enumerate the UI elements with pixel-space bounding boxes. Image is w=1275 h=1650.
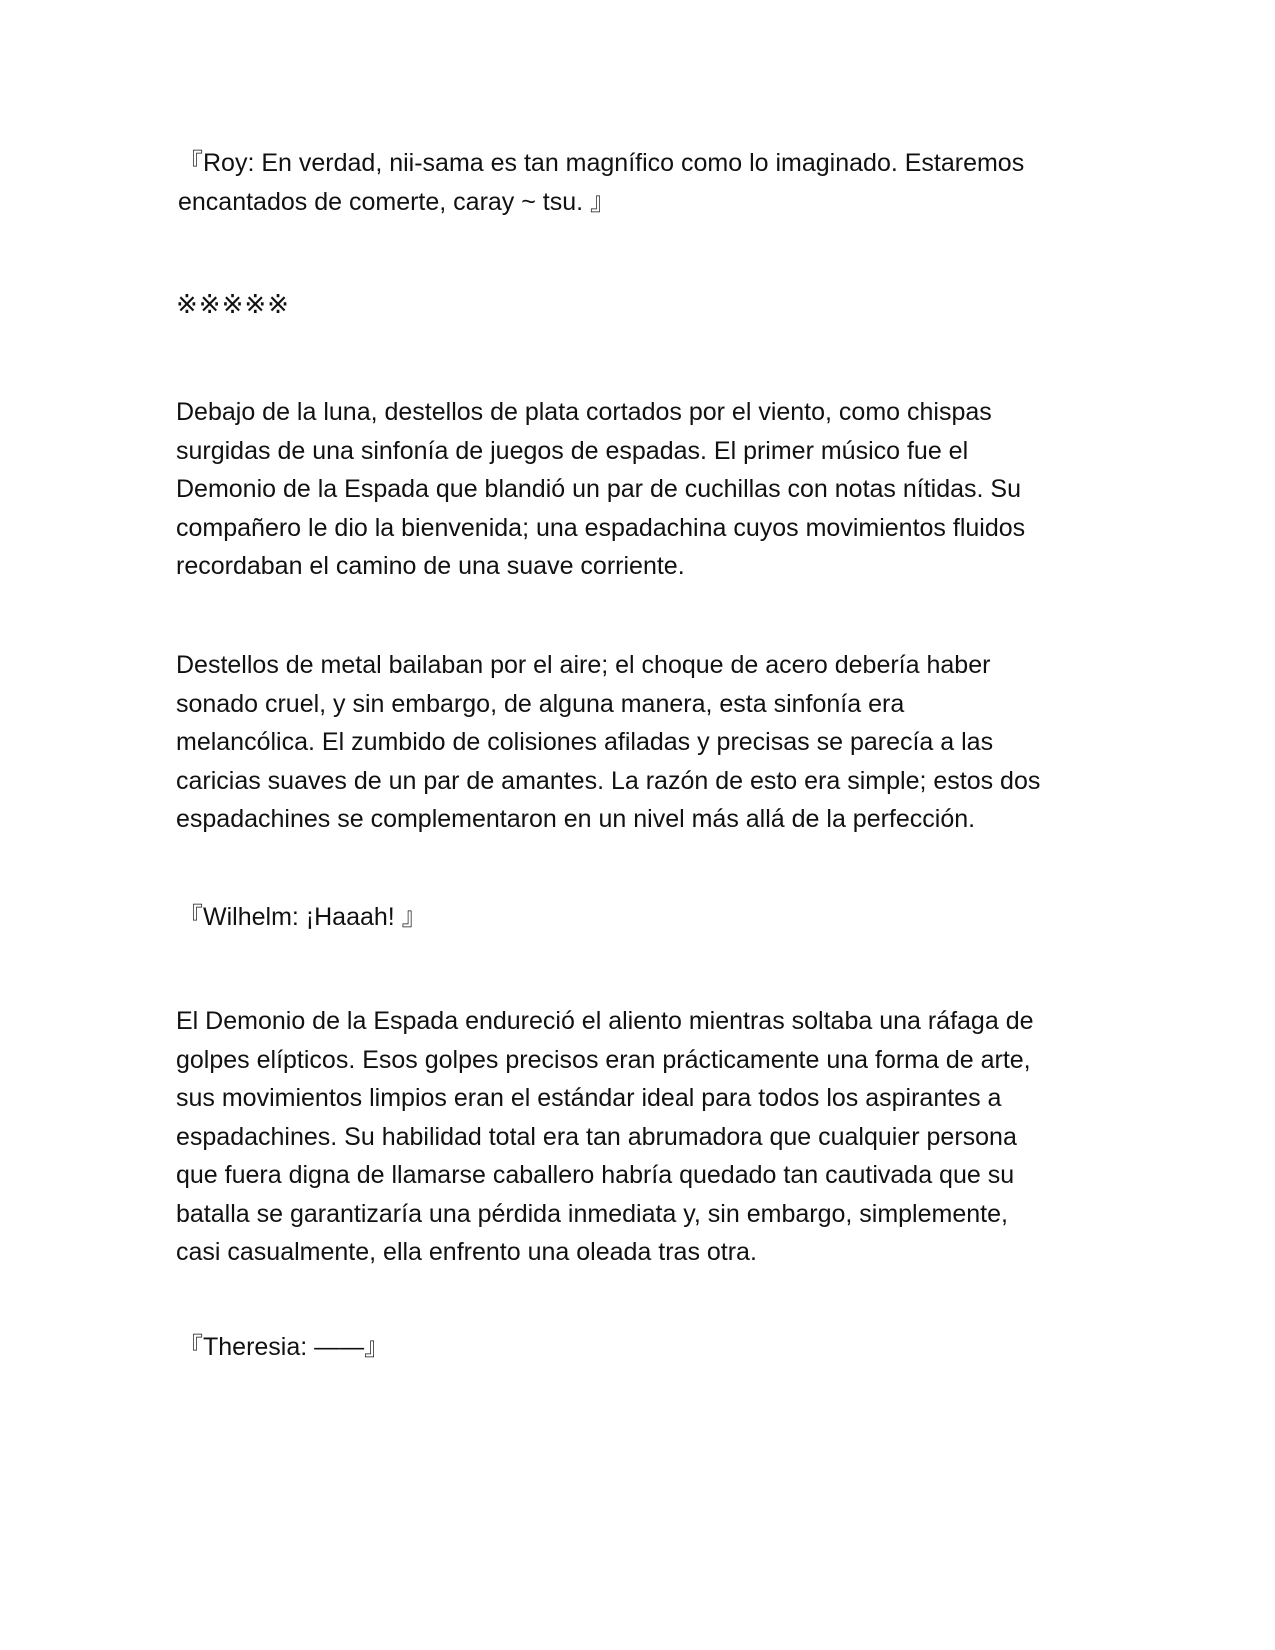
dialogue-wilhelm	[178, 898, 1098, 937]
dialogue-roy	[178, 144, 1098, 221]
text-line: 『Roy: En verdad, nii-sama es tan magnífico como lo imaginado. Estaremos	[178, 149, 1025, 177]
text-line: Demonio de la Espada que blandió un par de cuchillas con notas nítidas. Su	[176, 475, 1022, 503]
text-line: casi casualmente, ella enfrento una oleada tras otra.	[176, 1238, 757, 1266]
text-line: melancólica. El zumbido de colisiones afiladas y precisas se parecía a las	[176, 728, 994, 756]
text-line: 『Theresia: ——』	[178, 1333, 390, 1361]
text-line: El Demonio de la Espada endureció el aliento mientras soltaba una ráfaga de	[176, 1007, 1034, 1035]
text-line: 『Wilhelm: ¡Haaah! 』	[178, 903, 427, 931]
text-line: recordaban el camino de una suave corriente.	[176, 552, 685, 580]
text-line: batalla se garantizaría una pérdida inmediata y, sin embargo, simplemente,	[176, 1199, 1008, 1228]
text-line: surgidas de una sinfonía de juegos de espadas. El primer músico fue el	[176, 436, 969, 465]
text-line: espadachines. Su habilidad total era tan abrumadora que cualquier persona	[176, 1122, 1017, 1151]
text-line: sus movimientos limpios eran el estándar ideal para todos los aspirantes a	[176, 1084, 1002, 1112]
scene-separator	[176, 286, 1096, 325]
text-line: Destellos de metal bailaban por el aire; el choque de acero debería haber	[176, 651, 991, 679]
text-line: Debajo de la luna, destellos de plata cortados por el viento, como chispas	[176, 398, 992, 426]
text-line: que fuera digna de llamarse caballero habría quedado tan cautivada que su	[176, 1161, 1015, 1189]
text-line: sonado cruel, y sin embargo, de alguna manera, esta sinfonía era	[176, 689, 905, 718]
separator-marks: ※※※※※	[176, 290, 290, 320]
text-line: caricias suaves de un par de amantes. La razón de esto era simple; estos dos	[176, 766, 1041, 795]
paragraph-sword-demon	[176, 1002, 1096, 1272]
paragraph-moonlight	[176, 393, 1096, 586]
text-line: golpes elípticos. Esos golpes precisos eran prácticamente una forma de arte,	[176, 1045, 1031, 1074]
text-line: encantados de comerte, caray ~ tsu. 』	[178, 187, 616, 216]
text-line: espadachines se complementaron en un nivel más allá de la perfección.	[176, 805, 976, 833]
text-line: compañero le dio la bienvenida; una espadachina cuyos movimientos fluidos	[176, 513, 1026, 542]
paragraph-metal-flashes	[176, 646, 1096, 839]
dialogue-theresia	[178, 1328, 1098, 1367]
